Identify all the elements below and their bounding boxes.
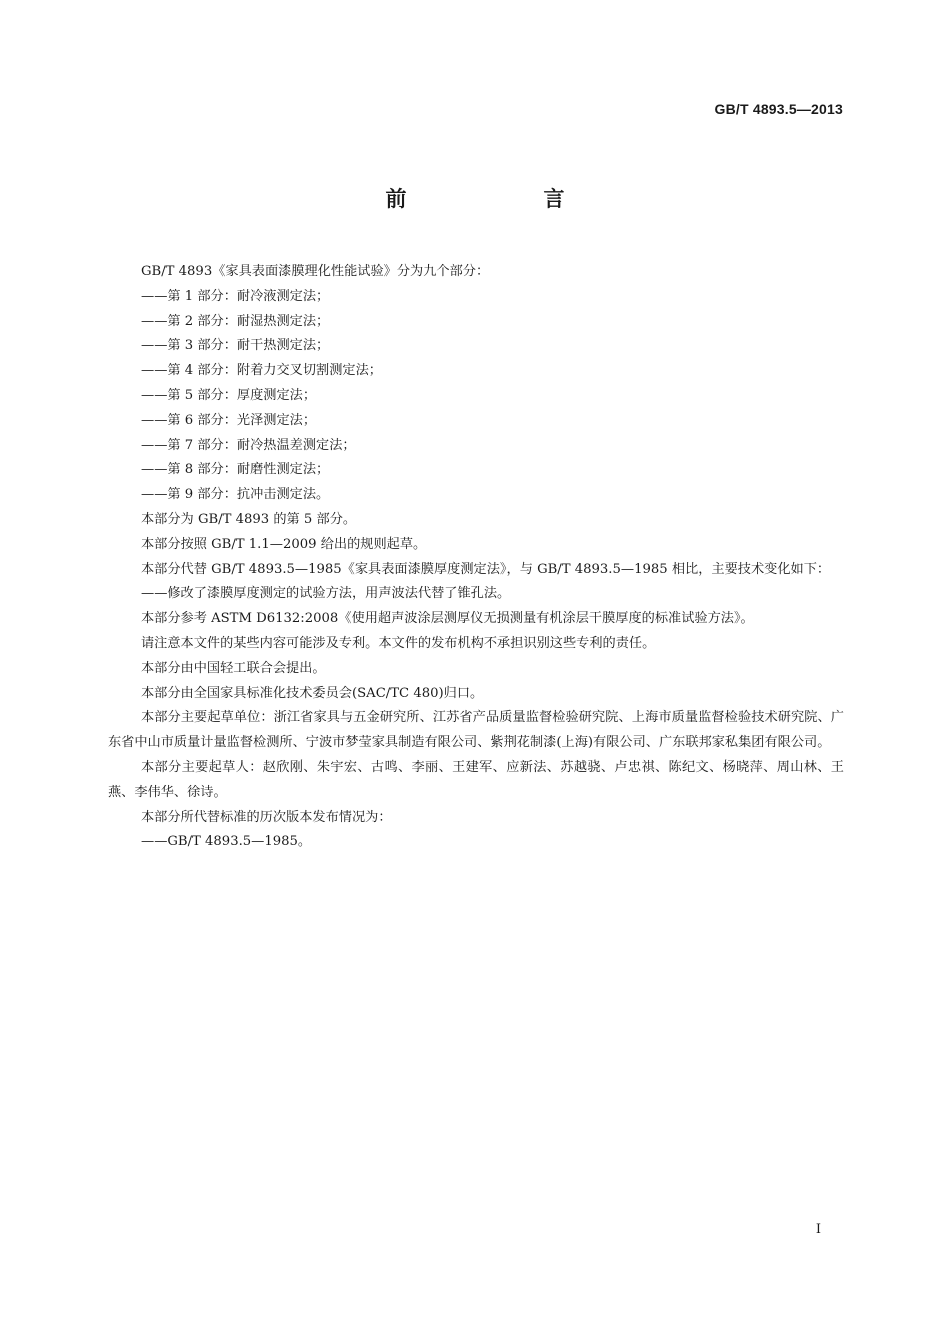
part-list-item: ——第 9 部分：抗冲击测定法。 [141, 487, 330, 503]
drafting-units-paragraph: 本部分主要起草单位：浙江省家具与五金研究所、江苏省产品质量监督检验研究院、上海市质量监督检验技术研究院、广东省中山市质量计量监督检测所、宁波市梦莹家具制造有限公司、紫荆花制漆(上海)有限公司、广东联邦家私集团有限公司。 [108, 710, 844, 751]
page-title: 前 言 [385, 187, 623, 211]
history-paragraph: 本部分所代替标准的历次版本发布情况为： [141, 809, 392, 825]
part-list-item: ——第 3 部分：耐干热测定法； [141, 338, 330, 354]
patent-notice-paragraph: 请注意本文件的某些内容可能涉及专利。本文件的发布机构不承担识别这些专利的责任。 [141, 635, 656, 651]
foreword-body [108, 260, 844, 855]
history-item: ——GB/T 4893.5—1985。 [141, 834, 312, 850]
part-list-item: ——第 4 部分：附着力交叉切割测定法； [141, 363, 382, 379]
page-number: I [815, 1222, 821, 1237]
committee-paragraph: 本部分由全国家具标准化技术委员会(SAC/TC 480)归口。 [141, 685, 484, 701]
proposer-paragraph: 本部分由中国轻工联合会提出。 [141, 660, 326, 676]
part-list-item: ——第 8 部分：耐磨性测定法； [141, 462, 330, 478]
drafters-paragraph: 本部分主要起草人：赵欣刚、朱宇宏、古鸣、李丽、王建军、应新法、苏越骁、卢忠祺、陈纪文、杨晓萍、周山林、王燕、李伟华、徐诗。 [108, 759, 844, 800]
part-list-item: ——第 1 部分：耐冷液测定法； [141, 288, 330, 304]
part-list-item: ——第 7 部分：耐冷热温差测定法； [141, 437, 356, 453]
part-list-item: ——第 6 部分：光泽测定法； [141, 412, 317, 428]
replacement-paragraph: 本部分代替 GB/T 4893.5—1985《家具表面漆膜厚度测定法》，与 GB/T 4893.5—1985 相比，主要技术变化如下： [141, 561, 831, 577]
part-statement-paragraph: 本部分为 GB/T 4893 的第 5 部分。 [141, 511, 357, 527]
technical-change-item: ——修改了漆膜厚度测定的试验方法，用声波法代替了锥孔法。 [141, 586, 511, 602]
part-list-item: ——第 5 部分：厚度测定法； [141, 387, 317, 403]
intro-paragraph: GB/T 4893《家具表面漆膜理化性能试验》分为九个部分： [141, 264, 490, 279]
part-list-item: ——第 2 部分：耐湿热测定法； [141, 313, 330, 329]
reference-paragraph: 本部分参考 ASTM D6132:2008《使用超声波涂层测厚仪无损测量有机涂层干膜厚度的标准试验方法》。 [141, 611, 754, 627]
standard-code: GB/T 4893.5—2013 [714, 101, 843, 117]
drafting-rules-paragraph: 本部分按照 GB/T 1.1—2009 给出的规则起草。 [141, 536, 427, 552]
